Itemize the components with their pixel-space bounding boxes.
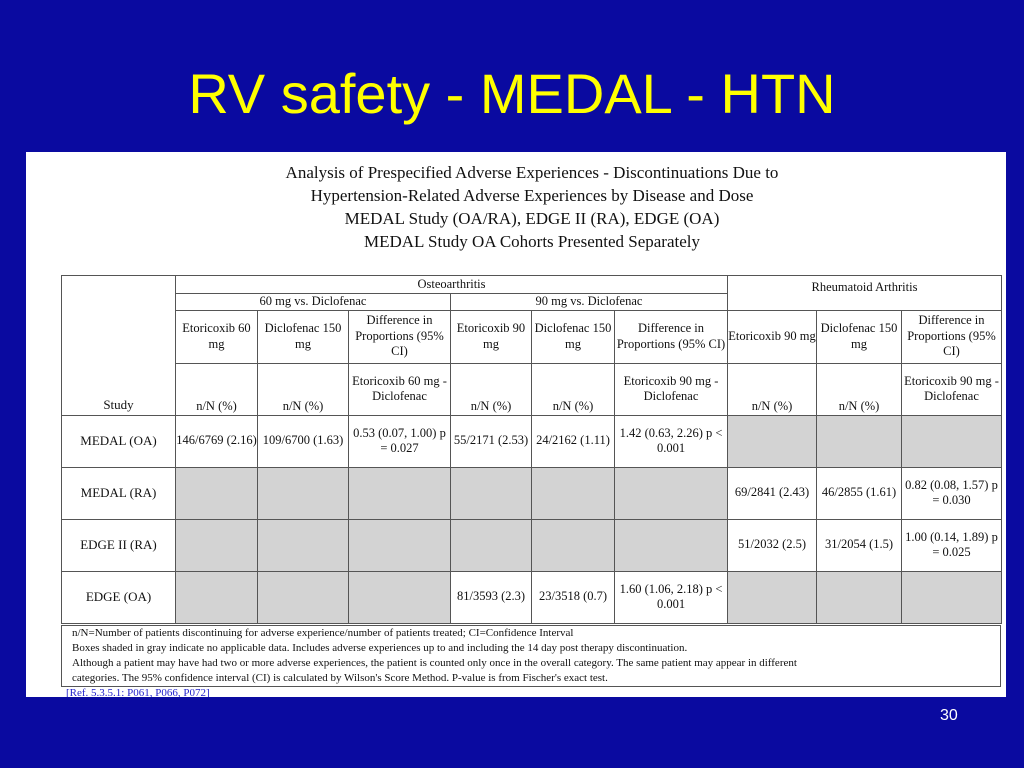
- nN-label: n/N (%): [258, 363, 349, 415]
- diff-label-90: Etoricoxib 90 mg - Diclofenac: [615, 363, 728, 415]
- no-data-cell: [349, 571, 451, 623]
- table-image-panel: [26, 152, 1006, 697]
- no-data-cell: [817, 571, 902, 623]
- heading-line-4: MEDAL Study OA Cohorts Presented Separately: [363, 232, 701, 251]
- no-data-cell: [349, 467, 451, 519]
- col-etoricoxib-90: Etoricoxib 90 mg: [451, 310, 532, 363]
- footnote-line: categories. The 95% confidence interval (CI) is calculated by Wilson's Score Method. P-value is from Fischer's exact test.: [72, 672, 608, 684]
- col-etoricoxib-60: Etoricoxib 60 mg: [176, 310, 258, 363]
- study-name: EDGE II (RA): [62, 519, 176, 571]
- nN-label: n/N (%): [817, 363, 902, 415]
- data-cell: 51/2032 (2.5): [728, 519, 817, 571]
- col-diclofenac-ra: Diclofenac 150 mg: [817, 310, 902, 363]
- no-data-cell: [176, 467, 258, 519]
- data-cell: 1.60 (1.06, 2.18) p < 0.001: [615, 571, 728, 623]
- no-data-cell: [532, 467, 615, 519]
- no-data-cell: [258, 467, 349, 519]
- data-cell: 146/6769 (2.16): [176, 415, 258, 467]
- col-diclofenac-90: Diclofenac 150 mg: [532, 310, 615, 363]
- page-number: 30: [940, 707, 958, 724]
- no-data-cell: [451, 467, 532, 519]
- reference-link[interactable]: [Ref. 5.3.5.1: P061, P066, P072]: [66, 687, 210, 697]
- no-data-cell: [176, 519, 258, 571]
- col-diff-ra: Difference in Proportions (95% CI): [902, 310, 1002, 363]
- nN-label: n/N (%): [451, 363, 532, 415]
- study-header: Study: [62, 276, 176, 416]
- rheumatoid-arthritis-header: Rheumatoid Arthritis: [728, 276, 1002, 311]
- heading-line-3: MEDAL Study (OA/RA), EDGE II (RA), EDGE (OA): [344, 209, 720, 228]
- slide-title: RV safety - MEDAL - HTN: [188, 62, 836, 125]
- col-diff-90: Difference in Proportions (95% CI): [615, 310, 728, 363]
- footnote-line: n/N=Number of patients discontinuing for adverse experience/number of patients treated; CI=Confidence Interval: [72, 627, 574, 639]
- no-data-cell: [258, 571, 349, 623]
- data-cell: 23/3518 (0.7): [532, 571, 615, 623]
- footnote-line: Boxes shaded in gray indicate no applicable data. Includes adverse experiences up to and including the 14 day post therapy discontinuation.: [72, 642, 688, 654]
- study-name: MEDAL (OA): [62, 415, 176, 467]
- heading-line-1: Analysis of Prespecified Adverse Experiences - Discontinuations Due to: [285, 163, 779, 182]
- data-cell: 46/2855 (1.61): [817, 467, 902, 519]
- no-data-cell: [902, 571, 1002, 623]
- no-data-cell: [728, 415, 817, 467]
- no-data-cell: [615, 467, 728, 519]
- subheader-60mg: 60 mg vs. Diclofenac: [176, 294, 451, 311]
- data-cell: 24/2162 (1.11): [532, 415, 615, 467]
- data-cell: 1.00 (0.14, 1.89) p = 0.025: [902, 519, 1002, 571]
- no-data-cell: [817, 415, 902, 467]
- heading-line-2: Hypertension-Related Adverse Experiences by Disease and Dose: [310, 186, 754, 205]
- data-cell: 69/2841 (2.43): [728, 467, 817, 519]
- osteoarthritis-header: Osteoarthritis: [176, 276, 728, 294]
- diff-label-60: Etoricoxib 60 mg - Diclofenac: [349, 363, 451, 415]
- study-name: EDGE (OA): [62, 571, 176, 623]
- footnote-line: Although a patient may have had two or more adverse experiences, the patient is counted only once in the overall category. The same patient may appear in different: [72, 657, 797, 669]
- results-table: [61, 275, 1002, 624]
- nN-label: n/N (%): [532, 363, 615, 415]
- data-cell: 81/3593 (2.3): [451, 571, 532, 623]
- table-row: [62, 519, 1002, 571]
- no-data-cell: [349, 519, 451, 571]
- no-data-cell: [615, 519, 728, 571]
- data-cell: 31/2054 (1.5): [817, 519, 902, 571]
- diff-label-ra: Etoricoxib 90 mg - Diclofenac: [902, 363, 1002, 415]
- table-row: [62, 467, 1002, 519]
- data-cell: 109/6700 (1.63): [258, 415, 349, 467]
- table-heading: [26, 161, 1006, 253]
- study-name: MEDAL (RA): [62, 467, 176, 519]
- col-diclofenac-60: Diclofenac 150 mg: [258, 310, 349, 363]
- no-data-cell: [728, 571, 817, 623]
- data-cell: 1.42 (0.63, 2.26) p < 0.001: [615, 415, 728, 467]
- subheader-90mg: 90 mg vs. Diclofenac: [451, 294, 728, 311]
- table-row: [62, 571, 1002, 623]
- col-diff-60: Difference in Proportions (95% CI): [349, 310, 451, 363]
- no-data-cell: [451, 519, 532, 571]
- data-cell: 55/2171 (2.53): [451, 415, 532, 467]
- table-row: [62, 415, 1002, 467]
- no-data-cell: [176, 571, 258, 623]
- data-cell: 0.82 (0.08, 1.57) p = 0.030: [902, 467, 1002, 519]
- data-cell: 0.53 (0.07, 1.00) p = 0.027: [349, 415, 451, 467]
- nN-label: n/N (%): [728, 363, 817, 415]
- no-data-cell: [902, 415, 1002, 467]
- col-etoricoxib-90-ra: Etoricoxib 90 mg: [728, 310, 817, 363]
- table-footnotes: [61, 625, 1001, 687]
- no-data-cell: [258, 519, 349, 571]
- nN-label: n/N (%): [176, 363, 258, 415]
- no-data-cell: [532, 519, 615, 571]
